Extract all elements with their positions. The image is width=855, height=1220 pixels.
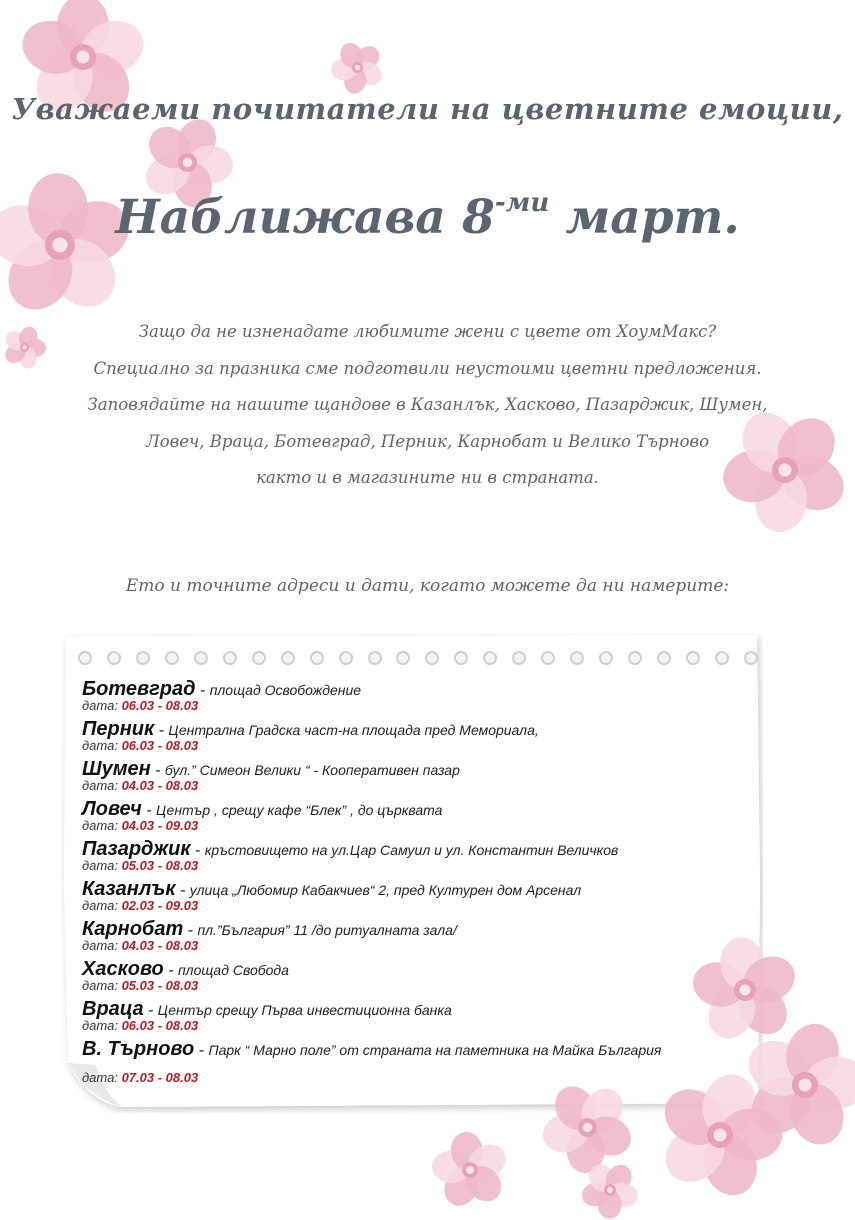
ring-hole-icon — [570, 651, 584, 665]
ring-hole-icon — [425, 651, 439, 665]
flower-icon — [430, 1130, 510, 1210]
ring-hole-icon — [744, 651, 758, 665]
location-dates: 06.03 - 08.03 — [121, 698, 199, 713]
date-label: дата: — [82, 698, 118, 713]
location-city: Враца — [82, 998, 144, 1020]
location-address: бул.” Симеон Велики “ - Кооперативен пазар — [164, 762, 460, 778]
location-address: площад Освобождение — [209, 682, 362, 698]
ring-hole-icon — [686, 651, 700, 665]
ring-hole-icon — [483, 651, 497, 665]
date-label: дата: — [82, 938, 118, 953]
location-separator: - — [183, 922, 198, 939]
location-separator: - — [141, 802, 157, 819]
location-dates: 02.03 - 09.03 — [121, 898, 199, 913]
location-address: пл.”България” 11 /до ритуалната зала/ — [197, 922, 457, 938]
location-separator: - — [154, 722, 169, 739]
location-dates: 05.03 - 08.03 — [121, 858, 199, 873]
intro-line: Заповядайте на нашите щандове в Казанлък, Хасково, Пазарджик, Шумен, — [87, 395, 768, 414]
date-label: дата: — [82, 978, 118, 993]
location-item — [82, 798, 752, 838]
ring-hole-icon — [541, 651, 555, 665]
location-item — [82, 1038, 752, 1085]
location-dates: 04.03 - 08.03 — [121, 938, 199, 953]
headline — [0, 188, 855, 245]
location-separator: - — [195, 682, 210, 699]
ring-hole-icon — [512, 651, 526, 665]
ring-hole-icon — [78, 651, 92, 665]
date-label: дата: — [82, 858, 118, 873]
date-label: дата: — [82, 738, 118, 753]
location-item — [82, 998, 752, 1038]
date-label: дата: — [82, 898, 118, 913]
location-separator: - — [143, 1002, 158, 1019]
location-dates: 07.03 - 08.03 — [121, 1070, 199, 1085]
location-separator: - — [175, 882, 190, 899]
intro-line: Защо да не изненадате любимите жени с цвете от ХоумМакс? — [138, 322, 717, 341]
location-city: Ботевград — [82, 678, 196, 700]
intro-line: както и в магазините ни в страната. — [256, 468, 599, 487]
date-label: дата: — [82, 1070, 118, 1085]
location-city: В. Търново — [82, 1038, 195, 1060]
intro-paragraph — [0, 314, 855, 497]
ring-hole-icon — [252, 651, 266, 665]
location-separator: - — [163, 962, 178, 979]
headline-prefix: Наближава 8 — [115, 190, 495, 245]
location-separator: - — [150, 762, 165, 779]
location-dates: 04.03 - 08.03 — [121, 778, 199, 793]
ring-hole-icon — [368, 651, 382, 665]
ring-hole-icon — [165, 651, 179, 665]
ring-hole-icon — [628, 651, 642, 665]
ring-hole-icon — [281, 651, 295, 665]
flower-icon — [580, 1160, 640, 1220]
location-item — [82, 758, 752, 798]
location-item — [82, 718, 752, 758]
location-city: Ловеч — [82, 798, 142, 820]
ring-hole-icon — [223, 651, 237, 665]
ring-hole-icon — [136, 651, 150, 665]
location-address: Център , срещу кафе “Блек” , до църквата — [156, 802, 443, 818]
ring-hole-icon — [715, 651, 729, 665]
location-address: Централна Градска част-на площада пред Мемориала, — [168, 722, 539, 738]
intro-line: Специално за празника сме подготвили неустоими цветни предложения. — [93, 358, 762, 378]
ring-hole-icon — [599, 651, 613, 665]
location-city: Шумен — [82, 758, 151, 780]
greeting-heading: Уважаеми почитатели на цветните емоции, — [11, 92, 844, 126]
location-city: Хасково — [82, 958, 164, 980]
location-dates: 04.03 - 09.03 — [121, 818, 199, 833]
ring-hole-icon — [454, 651, 468, 665]
location-item — [82, 678, 752, 718]
location-address: кръстовището на ул.Цар Самуил и ул. Константин Величков — [204, 842, 619, 858]
location-address: улица „Любомир Кабакчиев“ 2, пред Културен дом Арсенал — [189, 882, 582, 898]
notepad-rings — [78, 643, 758, 673]
date-label: дата: — [82, 1018, 118, 1033]
location-dates: 05.03 - 08.03 — [121, 978, 199, 993]
location-address: Център срещу Първа инвестиционна банка — [157, 1002, 452, 1018]
flower-icon — [330, 40, 385, 95]
locations-lead: Ето и точните адреси и дати, когато можете да ни намерите: — [125, 576, 730, 596]
ring-hole-icon — [107, 651, 121, 665]
location-item — [82, 838, 752, 878]
ring-hole-icon — [396, 651, 410, 665]
location-address: площад Свобода — [177, 962, 289, 978]
location-separator: - — [190, 842, 205, 859]
date-label: дата: — [82, 778, 118, 793]
ring-hole-icon — [194, 651, 208, 665]
location-dates: 06.03 - 08.03 — [121, 1018, 199, 1033]
ring-hole-icon — [657, 651, 671, 665]
ring-hole-icon — [339, 651, 353, 665]
intro-line: Ловеч, Враца, Ботевград, Перник, Карнобат и Велико Търново — [145, 431, 710, 451]
location-item — [82, 958, 752, 998]
notepad-sheet — [60, 633, 763, 1113]
headline-superscript: -ми — [494, 188, 550, 218]
location-item — [82, 878, 752, 918]
location-item — [82, 918, 752, 958]
flower-icon — [740, 1020, 855, 1150]
location-dates: 06.03 - 08.03 — [121, 738, 199, 753]
headline-suffix: март. — [549, 190, 740, 245]
location-separator: - — [194, 1042, 209, 1059]
date-label: дата: — [82, 818, 118, 833]
location-city: Казанлък — [82, 878, 176, 900]
ring-hole-icon — [310, 651, 324, 665]
location-address: Парк “ Марно поле” от страната на паметника на Майка България — [208, 1042, 662, 1058]
location-city: Карнобат — [82, 918, 184, 940]
location-city: Пазарджик — [82, 838, 191, 860]
locations-list — [82, 678, 752, 1085]
location-city: Перник — [82, 718, 155, 740]
